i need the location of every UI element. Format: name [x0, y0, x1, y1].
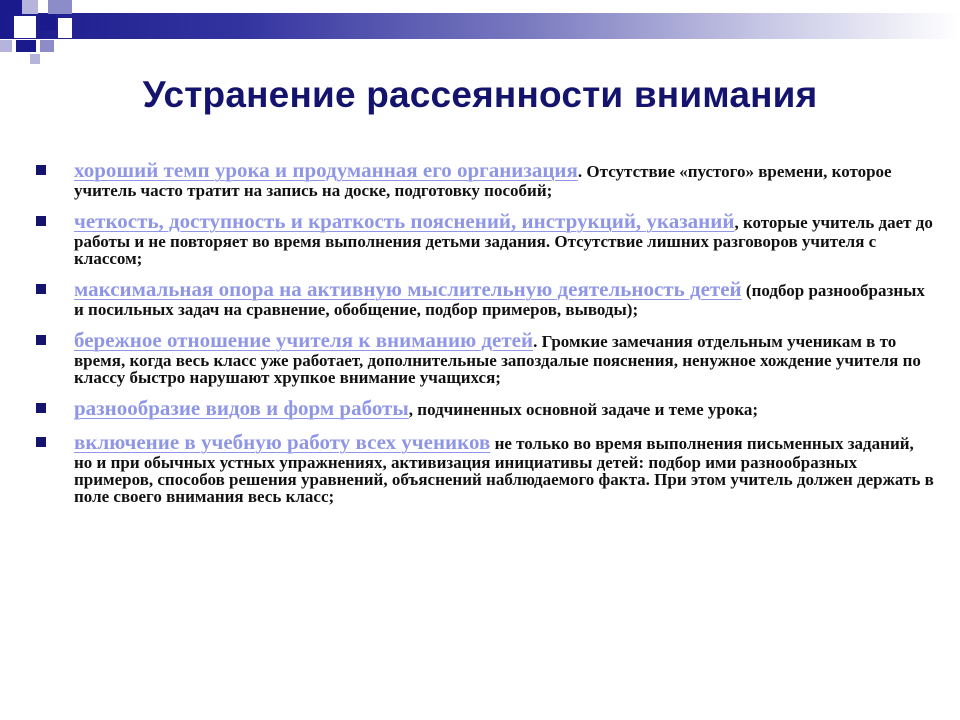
list-item: [36, 430, 936, 505]
decor-square: [40, 40, 54, 52]
list-item: [36, 328, 936, 386]
list-item: [36, 396, 936, 420]
decor-square: [58, 18, 72, 38]
decor-square: [30, 54, 40, 64]
bullet-list: [36, 158, 936, 515]
decor-square: [0, 40, 12, 52]
item-highlight: разнообразие видов и форм работы: [74, 396, 409, 420]
item-text: , подчиненных основной задаче и теме урока;: [408, 400, 759, 419]
list-item: [36, 158, 936, 199]
item-highlight: хороший темп урока и продуманная его организация: [74, 158, 578, 182]
item-text: не только во время выполнения письменных заданий, но и при обычных устных упражнениях, активизация инициативы детей: подбор ими разнообразных примеров, способов решения уравнений, объяснений наблюдаемого факта. При этом учитель должен держать в поле своего внимания весь класс;: [74, 434, 934, 506]
decor-square: [48, 0, 72, 14]
list-item: [36, 209, 936, 267]
decor-square: [22, 0, 38, 14]
decor-square: [14, 16, 36, 38]
decor-square: [0, 0, 22, 14]
square-bullet-icon: [36, 165, 46, 175]
list-item: [36, 277, 936, 318]
item-text: . Отсутствие «пустого» времени, которое учитель часто тратит на запись на доске, подготовку пособий;: [74, 162, 892, 200]
slide-title: Устранение рассеянности внимания: [142, 74, 818, 115]
header-gradient-band: [0, 13, 960, 39]
item-highlight: четкость, доступность и краткость пояснений, инструкций, указаний: [74, 209, 735, 233]
square-bullet-icon: [36, 403, 46, 413]
item-highlight: максимальная опора на активную мыслительную деятельность детей: [74, 277, 742, 301]
item-text: , которые учитель дает до работы и не повторяет во время выполнения детьми задания. Отсутствие лишних разговоров учителя с классом;: [74, 213, 933, 268]
item-highlight: включение в учебную работу всех учеников: [74, 430, 491, 454]
square-bullet-icon: [36, 335, 46, 345]
item-text: . Громкие замечания отдельным ученикам в то время, когда весь класс уже работает, дополнительные запоздалые пояснения, ненужное хождение учителя по классу быстро нарушают хрупкое внимание учащихся;: [74, 332, 921, 387]
decor-square: [40, 14, 56, 30]
item-text: (подбор разнообразных и посильных задач на сравнение, обобщение, подбор примеров, выводы);: [74, 281, 925, 319]
square-bullet-icon: [36, 216, 46, 226]
square-bullet-icon: [36, 284, 46, 294]
square-bullet-icon: [36, 437, 46, 447]
decor-square: [16, 40, 36, 52]
item-highlight: бережное отношение учителя к вниманию детей: [74, 328, 534, 352]
